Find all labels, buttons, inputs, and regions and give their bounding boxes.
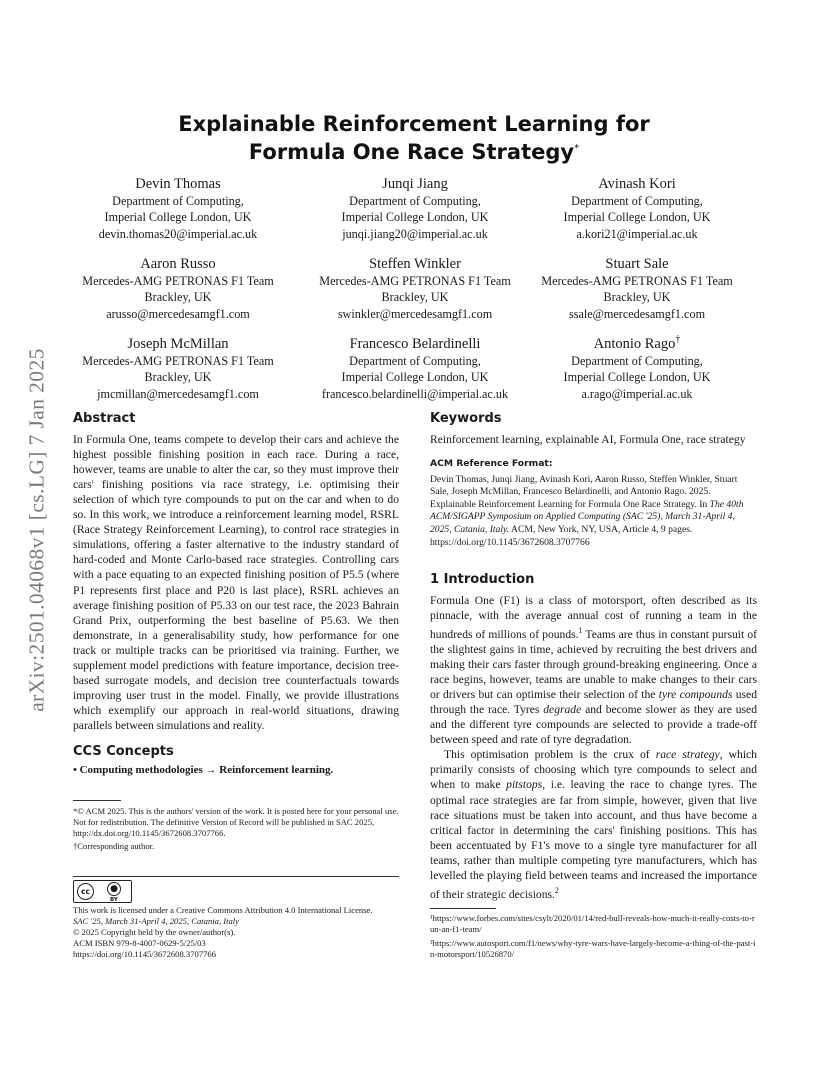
- title-line-2: Formula One Race Strategy*: [248, 140, 580, 164]
- author-name: Stuart Sale: [605, 256, 669, 272]
- author-affiliation: Imperial College London, UK: [563, 210, 711, 225]
- author-affiliation: Imperial College London, UK: [563, 370, 711, 385]
- author-affiliation: Mercedes-AMG PETRONAS F1 Team: [82, 354, 274, 368]
- ccs-concepts: • Computing methodologies → Reinforcement learning.: [73, 764, 334, 777]
- author-name: Antonio Rago†: [593, 334, 681, 352]
- footnote-rule: [73, 800, 121, 801]
- title-line-1: Explainable Reinforcement Learning for: [178, 112, 650, 136]
- author-affiliation: Brackley, UK: [144, 290, 212, 305]
- author-block: [522, 255, 752, 322]
- right-footnotes: [430, 913, 757, 960]
- author-email[interactable]: devin.thomas20@imperial.ac.uk: [98, 226, 258, 241]
- author-email[interactable]: francesco.belardinelli@imperial.ac.uk: [321, 386, 509, 401]
- title-footnote-mark: *: [574, 143, 580, 154]
- author-affiliation: Brackley, UK: [381, 290, 449, 305]
- abstract-text: In Formula One, teams compete to develop their cars and achieve the highest possible finishing position in each race. During a race, however, teams are unable to alter the car, so they must improve their cars' finishing positions via race strategy, i.e. optimising their selection of which tyre compounds to put on the car and when to do so. In this work, we introduce a reinforcement learning model, RSRL (Race Strategy Reinforcement Learning), to control race strategies in simulations, offering a faster alternative to the industry standard of hard-coded and Monte Carlo-based race strategies. Controlling cars with a pace equating to an expected finishing position of P5.5 (where P1 represents first place and P20 is last place), RSRL achieves an average finishing position of P5.33 on our test race, the 2023 Bahrain Grand Prix, outperforming the best baseline of P5.63. We then demonstrate, in a generalisability study, how performance for one track or multiple tracks can be prioritised via training. Further, we supplement model predictions with feature importance, decision tree-based surrogate models, and decision tree counterfactuals towards improving user trust in the model. Finally, we provide illustrations which exemplify our approach in real-world situations, drawing parallels between simulations and reality.: [73, 433, 399, 732]
- author-affiliation: Department of Computing,: [349, 354, 481, 368]
- keywords-text: Reinforcement learning, explainable AI, Formula One, race strategy: [430, 433, 746, 447]
- author-affiliation: Mercedes-AMG PETRONAS F1 Team: [541, 274, 733, 288]
- author-affiliation: Imperial College London, UK: [341, 210, 489, 225]
- author-name: Junqi Jiang: [382, 176, 448, 192]
- license-rule: [73, 876, 399, 877]
- acm-reference-heading: ACM Reference Format:: [430, 458, 553, 469]
- author-email[interactable]: swinkler@mercedesamgf1.com: [337, 306, 493, 321]
- author-affiliation: Department of Computing,: [571, 354, 703, 368]
- introduction-section: [430, 572, 757, 902]
- abstract-section: [73, 411, 399, 733]
- ccs-section: [73, 744, 399, 778]
- copyright-footnote: *© ACM 2025. This is the authors' version of the work. It is posted here for your personal use. Not for redistribution. The definitive Version of Record will be published in SAC 2025, http://dx.doi.org/10.1145/3672608.3707766.: [73, 806, 399, 838]
- abstract-heading: Abstract: [73, 411, 136, 426]
- arxiv-id: arXiv:2501.04068v1 [cs.LG] 7 Jan 2025: [24, 348, 49, 712]
- author-name: Joseph McMillan: [127, 336, 229, 352]
- left-footnotes: [73, 806, 399, 852]
- acm-reference-section: [430, 458, 757, 549]
- author-name: Francesco Belardinelli: [349, 336, 481, 352]
- author-name: Aaron Russo: [140, 256, 216, 272]
- author-block: [300, 175, 530, 242]
- author-affiliation: Brackley, UK: [603, 290, 671, 305]
- by-label: BY: [110, 897, 118, 903]
- person-icon: ●: [107, 882, 121, 896]
- author-affiliation: Imperial College London, UK: [341, 370, 489, 385]
- author-email[interactable]: arusso@mercedesamgf1.com: [106, 306, 250, 321]
- author-block: [63, 335, 293, 402]
- author-affiliation: Imperial College London, UK: [104, 210, 252, 225]
- author-email[interactable]: a.kori21@imperial.ac.uk: [576, 226, 698, 241]
- creative-commons-badge: [73, 880, 132, 903]
- author-block: [522, 335, 752, 402]
- author-block: [300, 255, 530, 322]
- author-email[interactable]: ssale@mercedesamgf1.com: [568, 306, 706, 321]
- doi-line[interactable]: https://doi.org/10.1145/3672608.3707766: [73, 949, 216, 959]
- ccs-heading: CCS Concepts: [73, 744, 174, 759]
- footnote-ref: 2: [554, 885, 559, 895]
- license-block: [73, 905, 413, 960]
- author-name: Devin Thomas: [135, 176, 221, 192]
- paper-title: [100, 110, 728, 166]
- acm-reference-text: Devin Thomas, Junqi Jiang, Avinash Kori, Aaron Russo, Steffen Winkler, Stuart Sale, Joseph McMillan, Francesco Belardinelli, and Antonio Rago. 2025. Explainable Reinforcement Learning for Formula One Race Strategy. In The 40th ACM/SIGAPP Symposium on Applied Computing (SAC '25), March 31-April 4, 2025, Catania, Italy. ACM, New York, NY, USA, Article 4, 9 pages. https://doi.org/10.1145/3672608.3707766: [430, 473, 744, 548]
- footnote-1[interactable]: ¹https://www.forbes.com/sites/csylt/2020/01/14/red-bull-reveals-how-much-it-really-costs-to-run-an-f1-team/: [430, 913, 755, 934]
- author-affiliation: Brackley, UK: [144, 370, 212, 385]
- footnote-ref: 1: [578, 626, 583, 636]
- author-block: [63, 175, 293, 242]
- corresponding-mark: †: [675, 334, 681, 346]
- author-name: Steffen Winkler: [369, 256, 461, 272]
- isbn-line: ACM ISBN 979-8-4007-0629-5/25/03: [73, 938, 206, 948]
- author-affiliation: Department of Computing,: [571, 194, 703, 208]
- corresponding-footnote: †Corresponding author.: [73, 841, 155, 851]
- author-affiliation: Mercedes-AMG PETRONAS F1 Team: [82, 274, 274, 288]
- license-text: This work is licensed under a Creative Commons Attribution 4.0 International License.: [73, 905, 373, 915]
- author-block: [522, 175, 752, 242]
- intro-paragraph-1: Formula One (F1) is a class of motorsport, often described as its pinnacle, with the average annual cost of running a team in the hundreds of millions of pounds.$^1$ Teams are thus in constant pursuit of the slightest gains in time, achieved by recruiting the best drivers and making their cars faster through ground-breaking engineering. Once a race begins, however, teams are unable to make changes to their cars or drivers but can optimise their selection of the tyre compounds used through the race. Tyres degrade and become slower as they are used and the different tyre compounds are selected to provide a trade-off between speed and rate of tyre degradation.: [430, 594, 757, 747]
- author-block: [300, 335, 530, 402]
- footnote-rule: [430, 908, 496, 909]
- author-email[interactable]: a.rago@imperial.ac.uk: [581, 386, 693, 401]
- keywords-heading: Keywords: [430, 411, 502, 426]
- author-email[interactable]: junqi.jiang20@imperial.ac.uk: [342, 226, 488, 241]
- author-name: Avinash Kori: [598, 176, 676, 192]
- introduction-heading: 1 Introduction: [430, 572, 535, 587]
- author-block: [63, 255, 293, 322]
- arxiv-sidebar-stamp: [19, 300, 55, 760]
- footnote-2[interactable]: ²https://www.autosport.com/f1/news/why-tyre-wars-have-largely-become-a-thing-of-the-past-in-motorsport/10526870/: [430, 938, 756, 959]
- author-affiliation: Department of Computing,: [349, 194, 481, 208]
- author-affiliation: Department of Computing,: [112, 194, 244, 208]
- keywords-section: [430, 411, 757, 447]
- conference-line: SAC '25, March 31-April 4, 2025, Catania, Italy: [73, 916, 239, 926]
- cc-icon: cc: [77, 883, 94, 900]
- author-affiliation: Mercedes-AMG PETRONAS F1 Team: [319, 274, 511, 288]
- copyright-line: © 2025 Copyright held by the owner/author(s).: [73, 927, 236, 937]
- author-email[interactable]: jmcmillan@mercedesamgf1.com: [97, 386, 259, 401]
- intro-paragraph-2: This optimisation problem is the crux of race strategy, which primarily consists of choosing which tyre compounds to select and when to make pitstops, i.e. leaving the race to change tyres. The optimal race strategies are far from simple, however, given that live race situations must be taken into account, and thus have become a critical factor in determining the cars' finishing positions. This has been accentuated by F1's move to a single tyre manufacturer for all teams, rather than multiple competing tyre manufacturers, which has levelled the playing field between teams and increased the importance of their strategic decisions.$^2$: [430, 748, 758, 901]
